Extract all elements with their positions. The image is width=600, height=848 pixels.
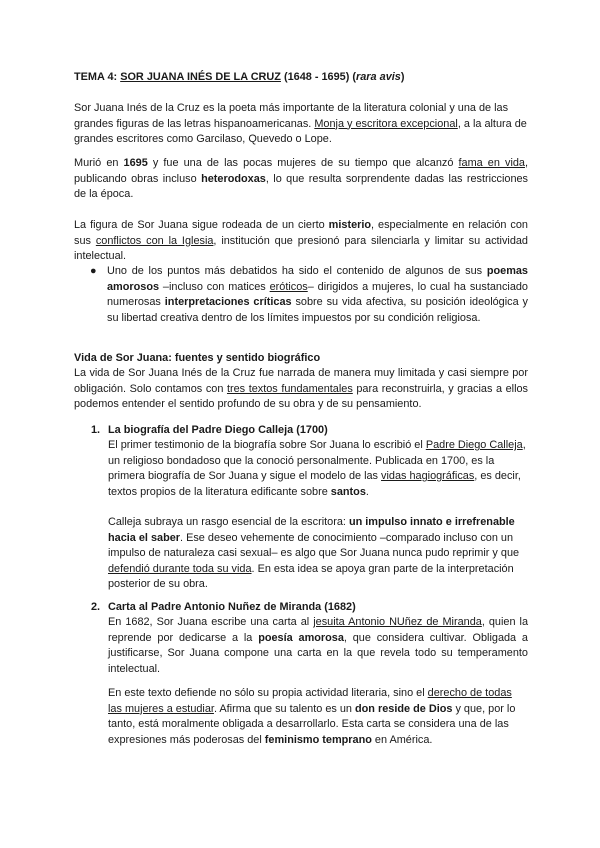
item-heading: La biografía del Padre Diego Calleja (1700) <box>108 424 328 436</box>
item-paragraph: En 1682, Sor Juana escribe una carta al jesuita Antonio NUñez de Miranda, quien la reprende por dedicarse a la poesía amorosa, que considera cultivar. Obligada a justificarse, Sor Juana compone una carta en la que revela todo su temperamento intelectual. <box>108 616 529 675</box>
bullet-dot-icon: ● <box>90 265 97 277</box>
title-latin: rara avis <box>356 71 401 83</box>
item-paragraph: Calleja subraya un rasgo esencial de la escritora: un impulso innato e irrefrenable hacia el saber. Ese deseo vehemente de conocimiento –comparado incluso con un impulso de naturaleza casi sexual– es algo que Sor Juana nunca pudo reprimir y que defendió durante toda su vida. En esta idea se apoya gran parte de la interpretación posterior de su obra. <box>108 516 520 591</box>
underlined-phrase: eróticos <box>269 280 308 293</box>
bold-term: misterio <box>328 219 372 231</box>
bold-term: un impulso innato e irrefrenable hacia el saber <box>108 516 515 544</box>
bold-term: don reside de Dios <box>355 702 453 715</box>
underlined-phrase: jesuita Antonio NUñez de Miranda <box>313 616 482 628</box>
underlined-phrase: derecho de todas las mujeres a estudiar <box>108 687 512 715</box>
bold-year: 1695 <box>123 157 148 169</box>
underlined-phrase: Padre Diego Calleja <box>425 439 523 451</box>
bold-term: poesía amorosa <box>258 631 344 644</box>
bold-term: heterodoxas <box>201 172 266 185</box>
item-heading: Carta al Padre Antonio Nuñez de Miranda (1682) <box>108 601 356 613</box>
intro-paragraph: Sor Juana Inés de la Cruz es la poeta más importante de la literatura colonial y una de las grandes figuras de las letras hispanoamericanas. Monja y escritora excepcional, a la altura de grandes escritores como Garcilaso, Quevedo o Lope. <box>74 102 527 146</box>
item-paragraph: El primer testimonio de la biografía sobre Sor Juana lo escribió el Padre Diego Calleja, un religioso bondadoso que la conoció personalmente. Publicada en 1700, es la primera biografía de Sor Juana y sigue el modelo de las vidas hagiográficas, es decir, textos propios de la literatura edificante sobre santos. <box>108 439 526 498</box>
bullet-text: Uno de los puntos más debatidos ha sido el contenido de algunos de sus poemas amorosos –incluso con matices eróticos– dirigidos a mujeres, lo cual ha sustanciado numerosas interpretaciones críticas sobre su vida afectiva, su posición ideológica y su libertad creativa dentro de los límites impuestos por su condición religiosa. <box>107 265 528 324</box>
section-paragraph: La vida de Sor Juana Inés de la Cruz fue narrada de manera muy limitada y casi siempre por obligación. Solo contamos con tres textos fundamentales para reconstruirla, y gracias a ellos podemos entender el sentido profundo de su obra y de su pensamiento. <box>74 367 528 411</box>
section-heading: Vida de Sor Juana: fuentes y sentido biográfico <box>74 352 321 364</box>
item-number: 1. <box>91 424 101 436</box>
underlined-phrase: Monja y escritora excepcional <box>314 117 458 130</box>
title-prefix: TEMA 4: <box>74 71 121 83</box>
death-paragraph: Murió en 1695 y fue una de las pocas mujeres de su tiempo que alcanzó fama en vida, publicando obras incluso heterodoxas, lo que resulta sorprendente dadas las restricciones de la época. <box>74 157 529 201</box>
title-close: ) <box>400 71 405 83</box>
underlined-phrase: fama en vida <box>458 157 525 169</box>
bold-term: interpretaciones críticas <box>164 296 292 309</box>
item-paragraph: En este texto defiende no sólo su propia actividad literaria, sino el derecho de todas las mujeres a estudiar. Afirma que su talento es un don reside de Dios y que, por lo tanto, está moralmente obligada a desarrollarlo. Esta carta se considera una de las expresiones más poderosas del feminismo temprano en América. <box>108 687 516 746</box>
underlined-phrase: defendió durante toda su vida <box>108 562 252 575</box>
title-dates: (1648 - 1695) ( <box>280 71 357 83</box>
bold-term: santos <box>330 485 366 498</box>
item-number: 2. <box>91 601 101 613</box>
page-title <box>74 70 528 86</box>
bold-term: poemas amorosos <box>107 265 528 293</box>
bold-term: feminismo temprano <box>264 733 372 746</box>
underlined-phrase: tres textos fundamentales <box>226 382 353 395</box>
underlined-phrase: vidas hagiográficas <box>381 470 475 483</box>
title-name: SOR JUANA INÉS DE LA CRUZ <box>120 71 281 83</box>
underlined-phrase: conflictos con la Iglesia <box>95 234 214 247</box>
mystery-paragraph: La figura de Sor Juana sigue rodeada de un cierto misterio, especialmente en relación con sus conflictos con la Iglesia, institución que presionó para silenciarla y limitar su actividad intelectual. <box>74 219 528 263</box>
